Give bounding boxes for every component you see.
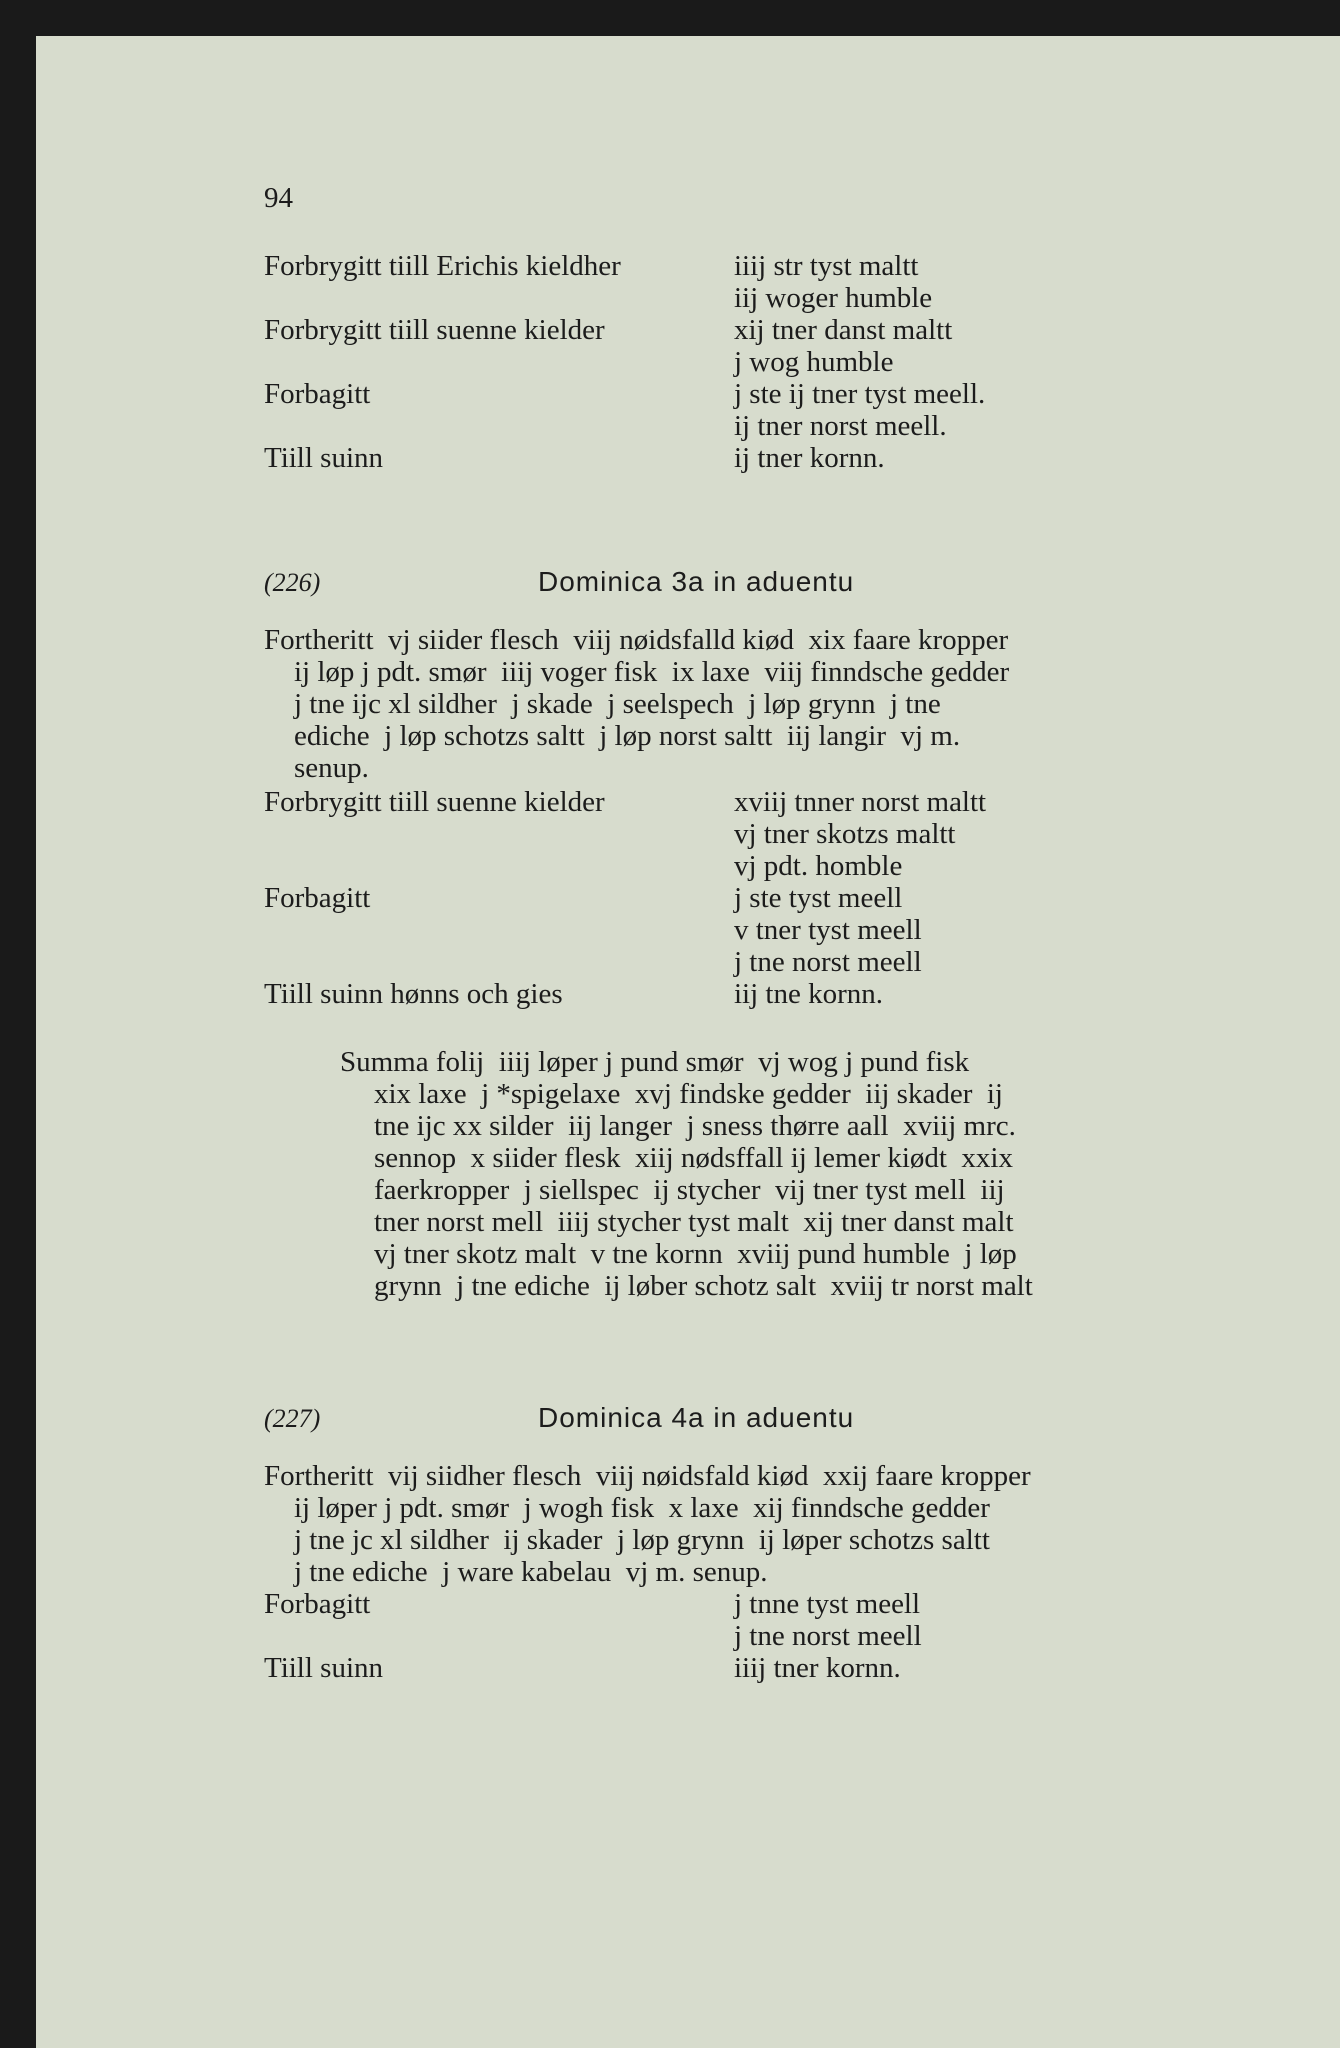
s227-value-2: iiij tner kornn. — [734, 1652, 901, 1684]
s226-summa-4: faerkropper j siellspec ij stycher vij tner tyst mell iij — [374, 1174, 1005, 1206]
s226-summa-2: tne ijc xx silder iij langer j sness thørre aall xviij mrc. — [374, 1110, 1016, 1142]
section-227-number: (227) — [264, 1404, 321, 1433]
b1-value-1: iij woger humble — [734, 282, 933, 314]
s227-value-1: j tne norst meell — [734, 1620, 922, 1652]
s226-summa-1: xix laxe j *spigelaxe xvj findske gedder iij skader ij — [374, 1078, 1003, 1110]
section-227-title: Dominica 4a in aduentu — [538, 1402, 855, 1433]
s226-value-0: xviij tnner norst maltt — [734, 786, 987, 818]
s226-fortheritt-4: senup. — [294, 752, 369, 784]
s227-fortheritt-2: j tne jc xl sildher ij skader j løp grynn ij løper schotzs saltt — [294, 1524, 990, 1556]
b1-value-2: xij tner danst maltt — [734, 314, 953, 346]
section-226-title: Dominica 3a in aduentu — [538, 566, 855, 597]
s226-label-3: Forbagitt — [264, 882, 371, 914]
s226-fortheritt-1: ij løp j pdt. smør iiij voger fisk ix laxe viij finndsche gedder — [294, 656, 1010, 688]
s226-summa-3: sennop x siider flesk xiij nødsffall ij lemer kiødt xxix — [374, 1142, 1013, 1174]
b1-label-2: Forbrygitt tiill suenne kielder — [264, 314, 605, 346]
s226-label-0: Forbrygitt tiill suenne kielder — [264, 786, 605, 818]
s227-fortheritt-0: Fortheritt vij siidher flesch viij nøidsfald kiød xxij faare kropper — [264, 1460, 1031, 1492]
s226-fortheritt-3: ediche j løp schotzs saltt j løp norst saltt iij langir vj m. — [294, 720, 961, 752]
b1-value-6: ij tner kornn. — [734, 442, 885, 474]
s227-value-0: j tnne tyst meell — [734, 1588, 921, 1620]
s226-value-6: iij tne kornn. — [734, 978, 884, 1010]
s226-value-2: vj pdt. homble — [734, 850, 903, 882]
section-226-number: (226) — [264, 568, 321, 597]
s226-fortheritt-2: j tne ijc xl sildher j skade j seelspech j løp grynn j tne — [294, 688, 941, 720]
s226-label-6: Tiill suinn hønns och gies — [264, 978, 563, 1010]
b1-value-4: j ste ij tner tyst meell. — [734, 378, 986, 410]
s226-fortheritt-0: Fortheritt vj siider flesch viij nøidsfalld kiød xix faare kropper — [264, 624, 1009, 656]
s227-label-0: Forbagitt — [264, 1588, 371, 1620]
s227-fortheritt-1: ij løper j pdt. smør j wogh fisk x laxe xij finndsche gedder — [294, 1492, 990, 1524]
s226-summa-0: Summa folij iiij løper j pund smør vj wog j pund fisk — [340, 1046, 970, 1078]
b1-value-3: j wog humble — [734, 346, 894, 378]
s226-summa-6: vj tner skotz malt v tne kornn xviij pund humble j løp — [374, 1238, 1017, 1270]
s227-label-2: Tiill suinn — [264, 1652, 384, 1684]
s226-value-5: j tne norst meell — [734, 946, 922, 978]
s226-value-4: v tner tyst meell — [734, 914, 922, 946]
s226-summa-7: grynn j tne ediche ij løber schotz salt xviij tr norst malt — [374, 1270, 1033, 1302]
page-number: 94 — [264, 182, 293, 214]
b1-value-0: iiij str tyst maltt — [734, 250, 919, 282]
s226-value-1: vj tner skotzs maltt — [734, 818, 956, 850]
s226-summa-5: tner norst mell iiij stycher tyst malt xij tner danst malt — [374, 1206, 1014, 1238]
document-page — [36, 36, 1340, 2048]
b1-label-4: Forbagitt — [264, 378, 371, 410]
b1-label-6: Tiill suinn — [264, 442, 384, 474]
s227-fortheritt-3: j tne ediche j ware kabelau vj m. senup. — [294, 1556, 768, 1588]
b1-label-0: Forbrygitt tiill Erichis kieldher — [264, 250, 621, 282]
b1-value-5: ij tner norst meell. — [734, 410, 947, 442]
s226-value-3: j ste tyst meell — [734, 882, 903, 914]
